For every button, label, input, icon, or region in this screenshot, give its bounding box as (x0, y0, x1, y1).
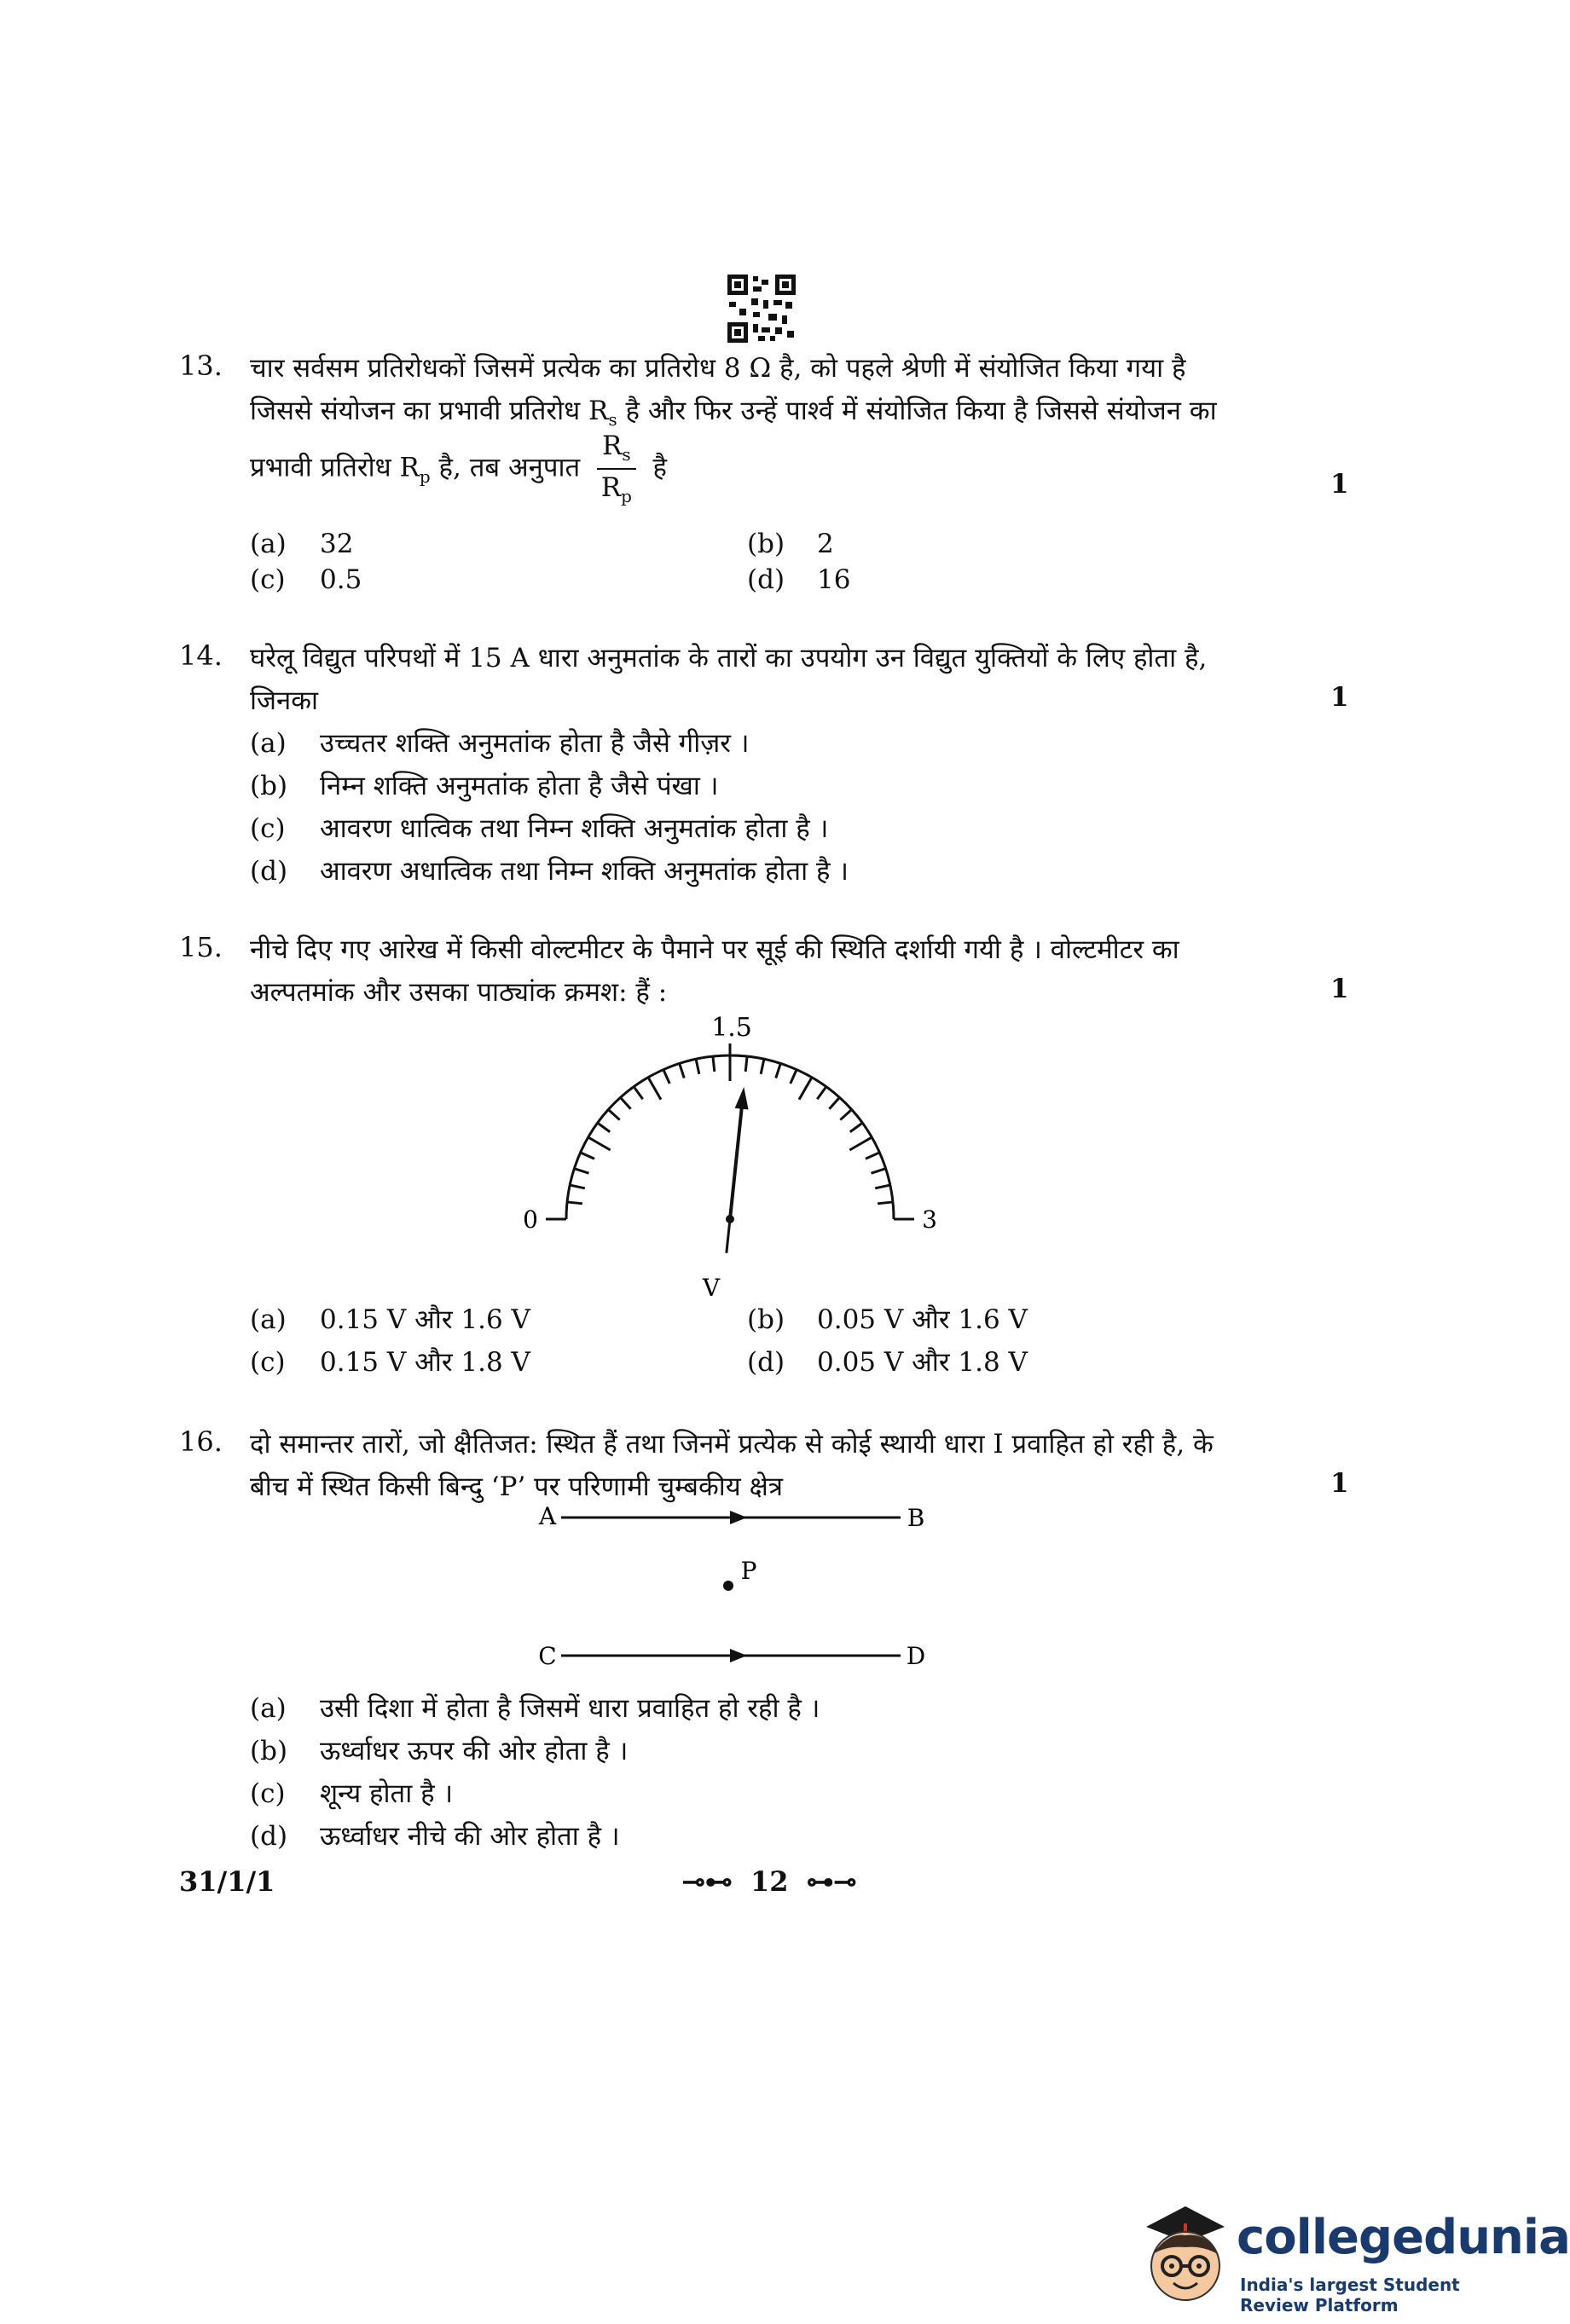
brand-logo (1134, 2198, 1570, 2315)
page-number: ⊸⊷ 12 ⊶⊸ (682, 1865, 857, 1898)
option: (c) शून्य होता है । (250, 1778, 454, 1809)
minor-tick (745, 1056, 747, 1072)
question-text: घरेलू विद्युत परिपथों में 15 A धारा अनुमतांक के तारों का उपयोग उन विद्युत युक्तियों के लिए होता है, (250, 643, 1208, 673)
minor-tick (570, 1185, 585, 1188)
option: (a) 32 (250, 529, 354, 559)
minor-tick (791, 1070, 797, 1084)
brand-name: collegedunia (1237, 2210, 1570, 2265)
question-text: चार सर्वसम प्रतिरोधकों जिसमें प्रत्येक का प्रतिरोध 8 Ω है, को पहले श्रेणी में संयोजित किया गया है (250, 353, 1186, 384)
minor-tick (581, 1153, 594, 1159)
point-p (723, 1581, 733, 1591)
major-tick (849, 1137, 872, 1150)
minor-tick (634, 1087, 643, 1100)
scale-label-mid: 1.5 (711, 1013, 752, 1043)
needle-tail (727, 1219, 730, 1253)
ornament-left-icon: ⊸⊷ (682, 1865, 733, 1898)
minor-tick (866, 1153, 879, 1159)
option: (a) उसी दिशा में होता है जिसमें धारा प्रवाहित हो रही है । (250, 1693, 820, 1724)
marks: 1 (1330, 1468, 1349, 1499)
option: (d) 16 (747, 564, 851, 595)
ornament-right-icon: ⊶⊸ (806, 1865, 857, 1898)
question-number: 15. (179, 931, 223, 963)
major-tick (799, 1078, 812, 1100)
question-number: 14. (179, 639, 223, 672)
minor-tick (817, 1087, 826, 1100)
minor-tick (713, 1056, 715, 1072)
voltmeter-needle (730, 1094, 743, 1219)
minor-tick (829, 1097, 839, 1108)
question-number: 16. (179, 1425, 223, 1458)
option: (a) उच्चतर शक्ति अनुमतांक होता है जैसे गीज़र । (250, 728, 750, 759)
brand-tagline: India's largest Student Review Platform (1240, 2275, 1460, 2315)
option: (c) 0.15 V और 1.8 V (250, 1347, 530, 1378)
current-arrow-ab (730, 1511, 747, 1524)
option: (d) आवरण अधात्विक तथा निम्न शक्ति अनुमतांक होता है । (250, 856, 849, 887)
minor-tick (680, 1063, 685, 1078)
option: (b) 0.05 V और 1.6 V (747, 1304, 1028, 1335)
wire-label-d: D (906, 1642, 926, 1670)
marks: 1 (1330, 469, 1349, 500)
major-tick (648, 1078, 661, 1100)
scale-label-zero: 0 (523, 1205, 538, 1234)
question-text: दो समान्तर तारों, जो क्षैतिजत: स्थित हैं तथा जिनमें प्रत्येक से कोई स्थायी धारा I प्रवाहित हो रही है, के (250, 1429, 1214, 1460)
minor-tick (608, 1110, 619, 1120)
current-arrow-cd (730, 1649, 747, 1662)
option: (b) निम्न शक्ति अनुमतांक होता है जैसे पंखा । (250, 771, 719, 801)
question-text: अल्पतमांक और उसका पाठ्यांक क्रमश: हैं : (250, 977, 668, 1008)
point-label-p: P (740, 1557, 757, 1585)
minor-tick (696, 1059, 699, 1074)
minor-tick (776, 1063, 781, 1078)
option: (d) 0.05 V और 1.8 V (747, 1347, 1028, 1378)
question-text: प्रभावी प्रतिरोध $R_p$ है, तब अनुपात $\frac{R_s}{R_p}$ है (250, 431, 667, 507)
major-tick (588, 1137, 611, 1150)
minor-tick (840, 1110, 851, 1120)
question-text: जिनका (250, 685, 319, 716)
ratio-fraction: $\frac{R_s}{R_p}$ (597, 433, 636, 505)
minor-tick (850, 1123, 863, 1132)
needle-arrowhead (735, 1087, 749, 1110)
minor-tick (598, 1123, 611, 1132)
mascot-icon (1134, 2198, 1235, 2309)
minor-tick (878, 1202, 893, 1204)
minor-tick (875, 1185, 890, 1188)
question-number: 13. (179, 350, 223, 382)
qr-code-icon (727, 275, 796, 343)
minor-tick (761, 1059, 764, 1074)
option: (d) ऊर्ध्वाधर नीचे की ओर होता है । (250, 1821, 620, 1852)
minor-tick (567, 1202, 582, 1204)
paper-code: 31/1/1 (179, 1865, 275, 1898)
minor-tick (621, 1097, 631, 1108)
scale-label-max: 3 (922, 1205, 937, 1234)
question-text: बीच में स्थित किसी बिन्दु ‘P’ पर परिणामी चुम्बकीय क्षेत्र (250, 1471, 783, 1502)
wire-label-b: B (907, 1504, 925, 1532)
wire-label-c: C (538, 1642, 557, 1670)
option: (c) आवरण धात्विक तथा निम्न शक्ति अनुमतांक होता है । (250, 813, 829, 844)
option: (b) 2 (747, 529, 834, 559)
minor-tick (663, 1070, 669, 1084)
option: (c) 0.5 (250, 564, 362, 595)
option: (b) ऊर्ध्वाधर ऊपर की ओर होता है । (250, 1736, 629, 1766)
minor-tick (871, 1169, 885, 1174)
needle-pivot (726, 1215, 734, 1223)
question-text: जिससे संयोजन का प्रभावी प्रतिरोध $R_s$ है और फिर उन्हें पार्श्व में संयोजित किया है जिससे संयोजन का (250, 396, 1217, 431)
voltmeter-unit-label: V (702, 1274, 721, 1302)
parallel-wires-diagram (529, 1500, 938, 1671)
marks: 1 (1330, 974, 1349, 1004)
voltmeter-diagram (512, 1006, 955, 1313)
wire-label-a: A (538, 1502, 557, 1530)
minor-tick (574, 1169, 588, 1174)
option: (a) 0.15 V और 1.6 V (250, 1304, 530, 1335)
marks: 1 (1330, 682, 1349, 713)
question-text: नीचे दिए गए आरेख में किसी वोल्टमीटर के पैमाने पर सूई की स्थिति दर्शायी गयी है । वोल्टमीटर का (250, 934, 1179, 965)
